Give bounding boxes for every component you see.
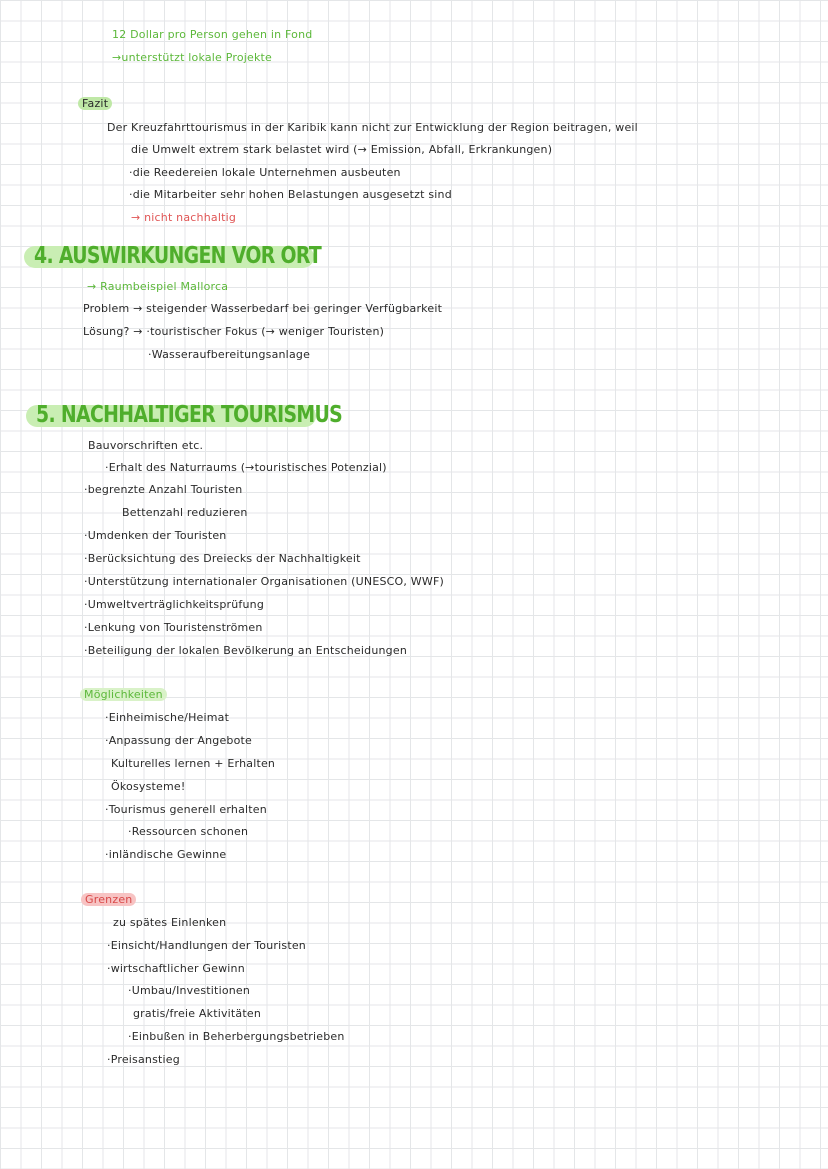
moeglichkeiten-item: ·Anpassung der Angebote: [105, 734, 253, 747]
section4-line-4: ·Wasseraufbereitungsanlage: [148, 348, 311, 361]
grenzen-item: zu spätes Einlenken: [113, 916, 227, 929]
grenzen-item: ·Einbußen in Beherbergungsbetrieben: [128, 1030, 345, 1043]
section4-line-3: Lösung? → ·touristischer Fokus (→ weniger Touristen): [83, 325, 385, 338]
section5-item: Bauvorschriften etc.: [88, 439, 204, 452]
fazit-line-3: ·die Reedereien lokale Unternehmen ausbeuten: [129, 166, 401, 179]
moeglichkeiten-item: ·Einheimische/Heimat: [105, 711, 230, 724]
grenzen-item: ·wirtschaftlicher Gewinn: [107, 962, 245, 975]
fazit-label: Fazit: [78, 97, 112, 111]
section5-item: ·Berücksichtung des Dreiecks der Nachhaltigkeit: [84, 552, 361, 565]
section5-item: ·Beteiligung der lokalen Bevölkerung an Entscheidungen: [84, 644, 407, 657]
fazit-line-1: Der Kreuzfahrttourismus in der Karibik kann nicht zur Entwicklung der Region beitragen, weil: [107, 121, 638, 134]
section5-item: ·Umdenken der Touristen: [84, 529, 227, 542]
grenzen-item: gratis/freie Aktivitäten: [133, 1007, 262, 1020]
grenzen-item: ·Einsicht/Handlungen der Touristen: [107, 939, 306, 952]
moeglichkeiten-label: Möglichkeiten: [80, 688, 167, 702]
section4-line-2: Problem → steigender Wasserbedarf bei geringer Verfügbarkeit: [83, 302, 443, 315]
section4-line-1: → Raumbeispiel Mallorca: [87, 280, 229, 293]
section5-item: ·Unterstützung internationaler Organisationen (UNESCO, WWF): [84, 575, 444, 588]
intro-line-1: 12 Dollar pro Person gehen in Fond: [112, 28, 313, 41]
section5-item: ·begrenzte Anzahl Touristen: [84, 483, 243, 496]
fazit-line-4: ·die Mitarbeiter sehr hohen Belastungen ausgesetzt sind: [129, 188, 452, 201]
moeglichkeiten-item: ·Ressourcen schonen: [128, 825, 249, 838]
section5-item: ·Lenkung von Touristenströmen: [84, 621, 263, 634]
grenzen-label: Grenzen: [81, 893, 136, 907]
moeglichkeiten-item: ·Tourismus generell erhalten: [105, 803, 267, 816]
section4-title: 4. AUSWIRKUNGEN VOR ORT: [34, 243, 322, 269]
section5-item: ·Erhalt des Naturraums (→touristisches Potenzial): [105, 461, 387, 474]
grenzen-item: ·Umbau/Investitionen: [128, 984, 251, 997]
section5-title: 5. NACHHALTIGER TOURISMUS: [36, 402, 343, 428]
section5-item: Bettenzahl reduzieren: [122, 506, 248, 519]
section5-item: ·Umweltverträglichkeitsprüfung: [84, 598, 265, 611]
fazit-line-5: → nicht nachhaltig: [131, 211, 237, 224]
moeglichkeiten-item: Kulturelles lernen + Erhalten: [111, 757, 276, 770]
moeglichkeiten-item: Ökosysteme!: [111, 780, 186, 793]
intro-line-2: →unterstützt lokale Projekte: [112, 51, 273, 64]
fazit-line-2: die Umwelt extrem stark belastet wird (→ Emission, Abfall, Erkrankungen): [131, 143, 553, 156]
grenzen-item: ·Preisanstieg: [107, 1053, 180, 1066]
moeglichkeiten-item: ·inländische Gewinne: [105, 848, 227, 861]
